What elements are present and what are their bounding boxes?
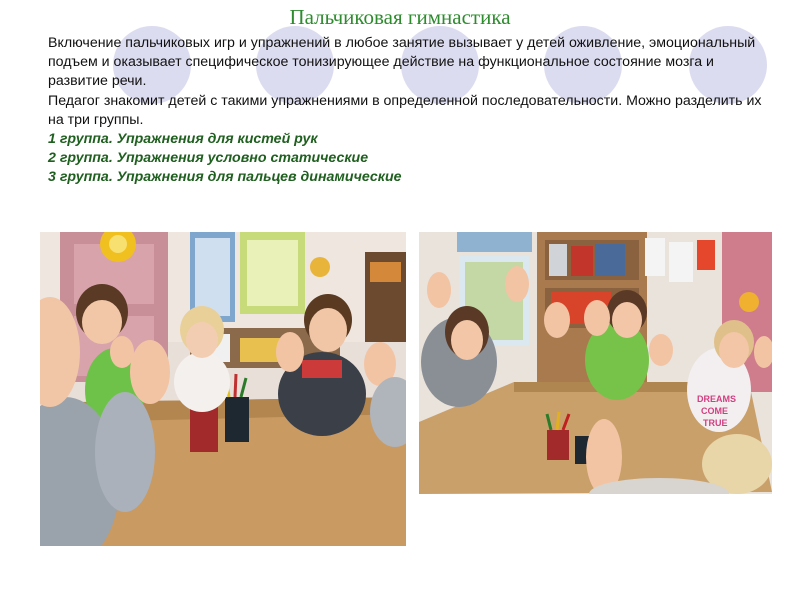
shirt-text: DREAMS bbox=[697, 394, 737, 404]
group-2: 2 группа. Упражнения условно статические bbox=[48, 150, 369, 167]
group-1: 1 группа. Упражнения для кистей рук bbox=[48, 131, 318, 148]
photo-left bbox=[40, 232, 406, 546]
shirt-text: COME bbox=[701, 406, 728, 416]
slide-title: Пальчиковая гимнастика bbox=[289, 5, 511, 29]
shirt-text: TRUE bbox=[703, 418, 728, 428]
paragraph-1: Включение пальчиковых игр и упражнений в любое занятие вызывает у детей оживление, эмоциональный подъем и оказывает специфическое тонизирующее действие на функциональное состояние мозга и развитие речи. bbox=[48, 35, 756, 90]
photo-right bbox=[419, 232, 772, 494]
slide-body bbox=[48, 34, 768, 188]
group-3: 3 группа. Упражнения для пальцев динамические bbox=[48, 169, 402, 186]
paragraph-2: Педагог знакомит детей с такими упражнениями в определенной последовательности. Можно разделить их на три группы. bbox=[48, 92, 762, 128]
